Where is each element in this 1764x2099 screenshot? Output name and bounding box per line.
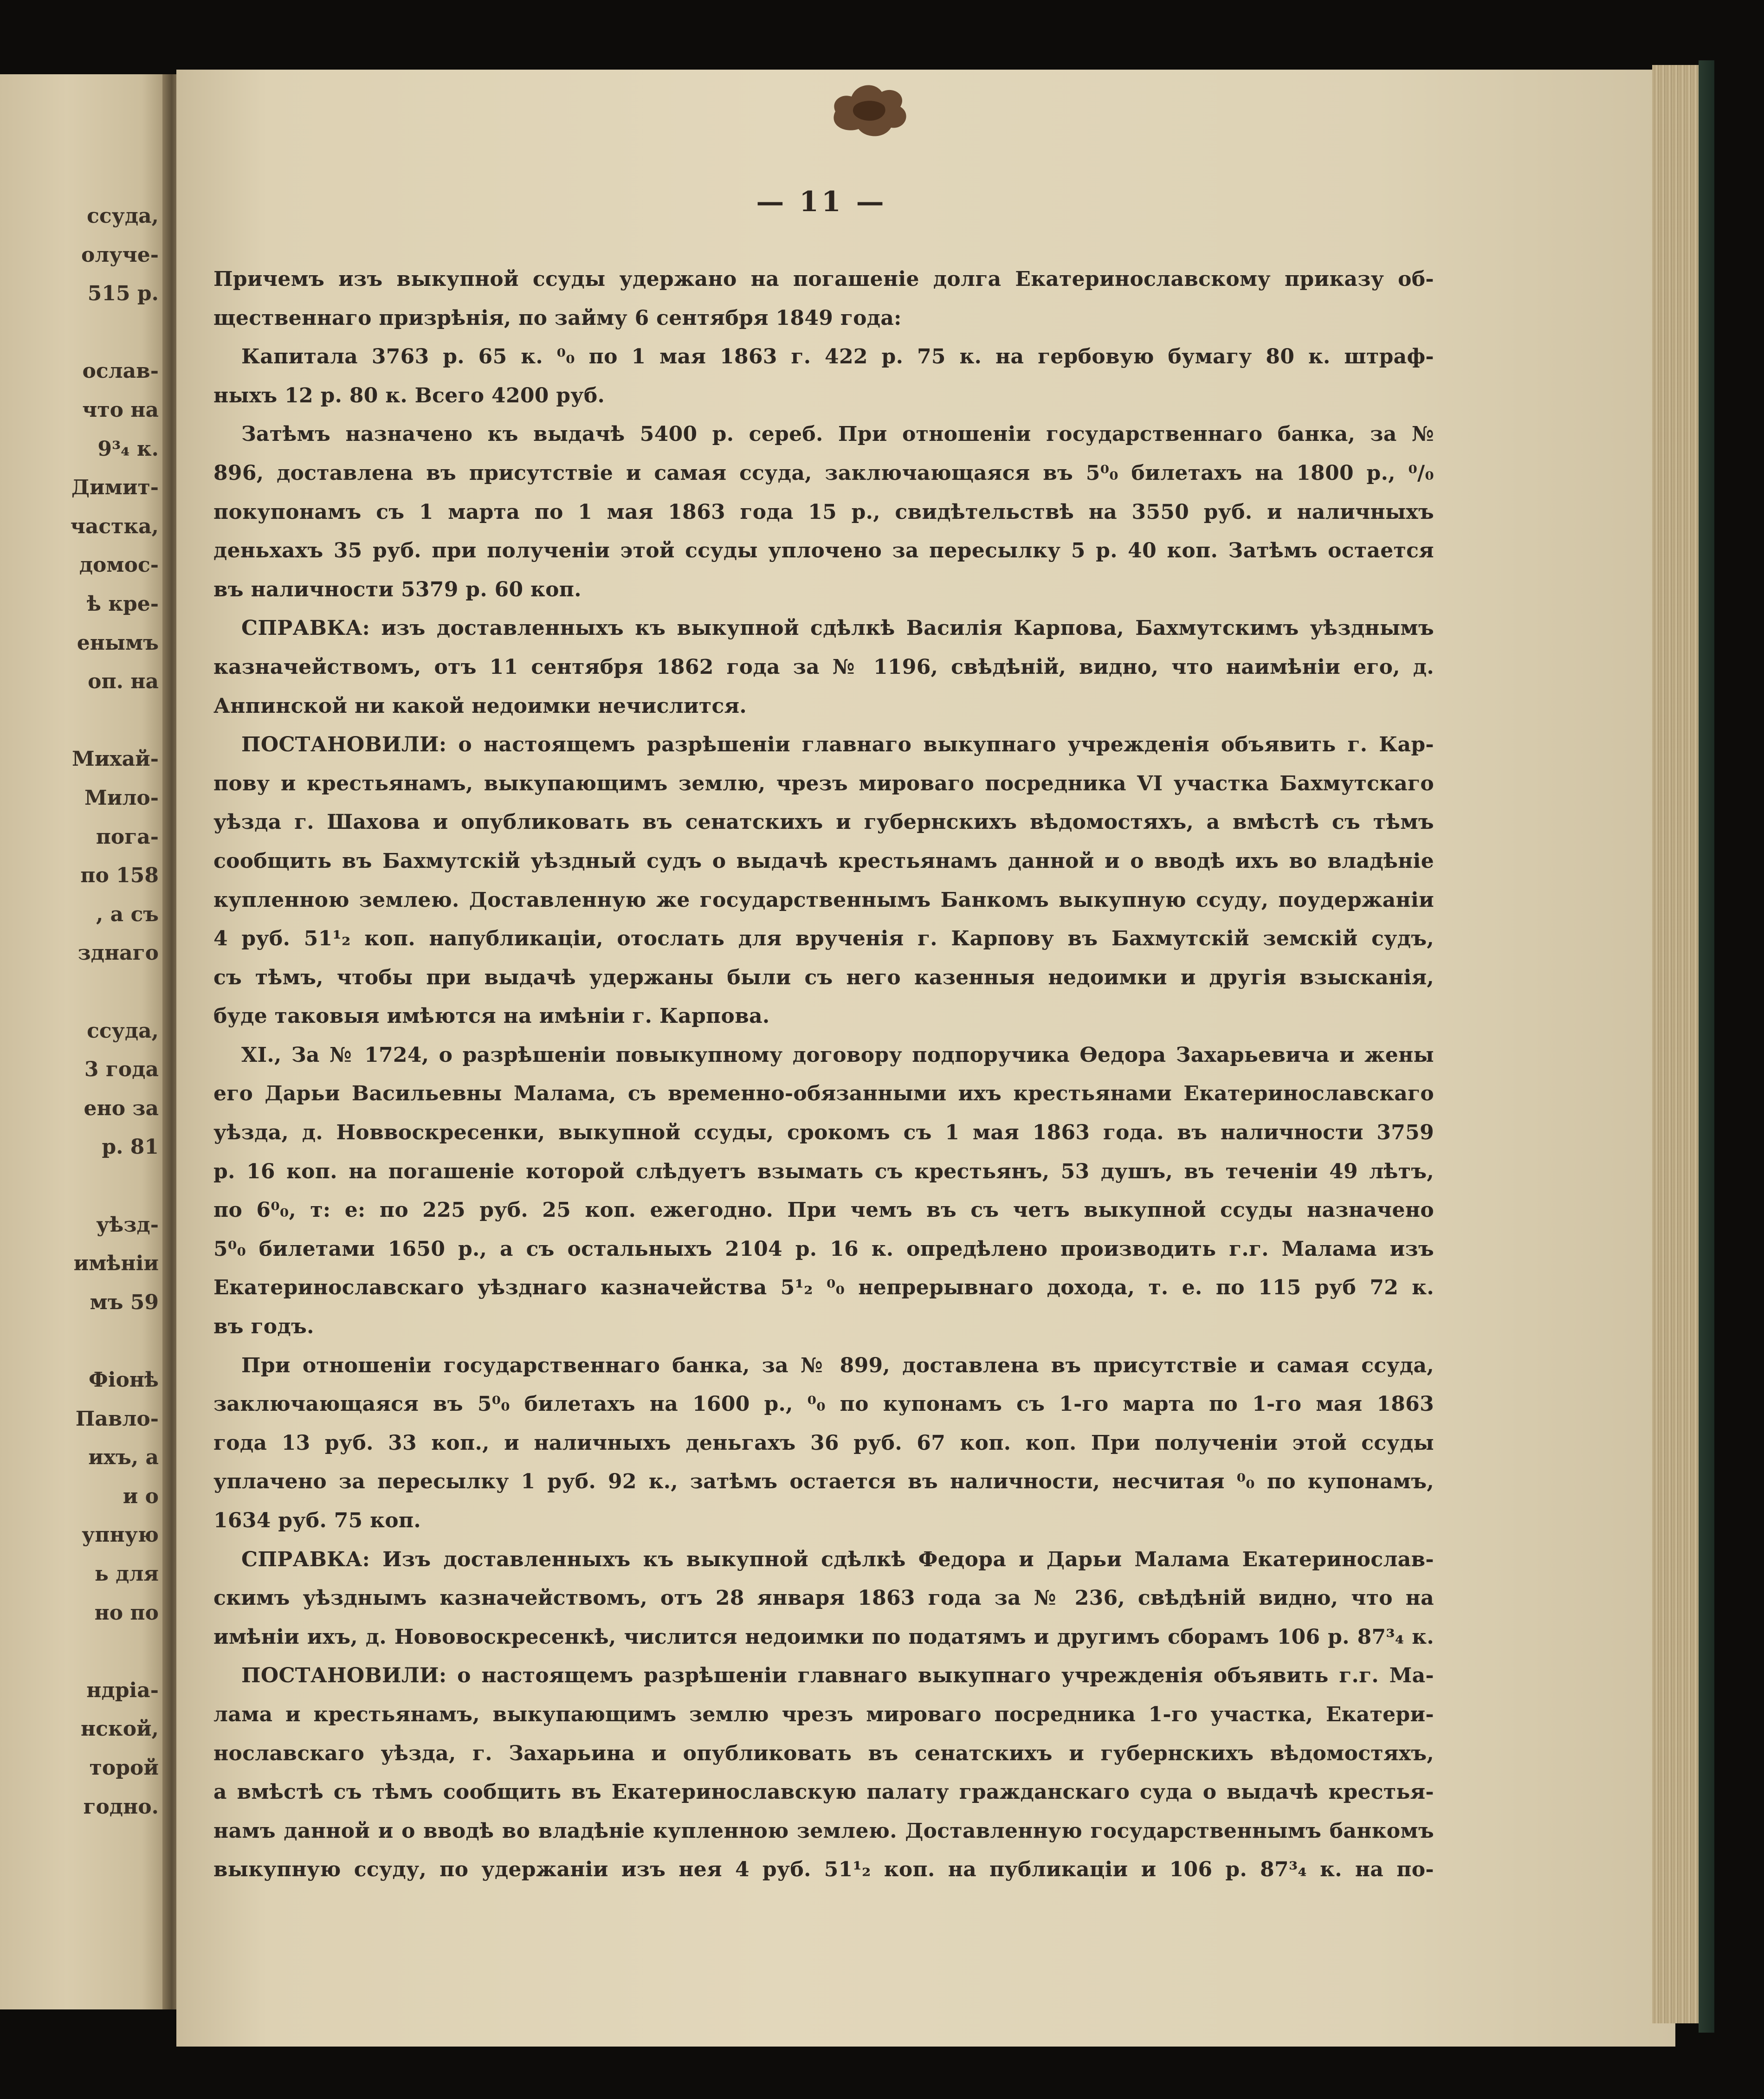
text-line: деньхахъ 35 руб. при полученіи этой ссуды уплочено за пересылку 5 р. 40 коп. Затѣмъ остается	[213, 539, 1434, 563]
left-page-line: торой	[89, 1756, 159, 1780]
left-page-line: упную	[82, 1523, 159, 1547]
left-page-line: , а съ	[96, 902, 159, 926]
left-page-line: Мило-	[84, 786, 159, 810]
text-line: СПРАВКА: Изъ доставленныхъ къ выкупной сдѣлкѣ Федора и Дарьи Малама Екатеринослав-	[241, 1547, 1434, 1571]
left-page-line: по 158	[80, 864, 159, 888]
left-page-line: нской,	[80, 1717, 159, 1741]
left-page-fragment	[0, 74, 167, 2009]
text-line: Причемъ изъ выкупной ссуды удержано на погашеніе долга Екатеринославскому приказу об-	[213, 267, 1434, 291]
left-page-line: Фіонѣ	[89, 1368, 159, 1392]
left-page-line: ссуда,	[87, 1019, 159, 1043]
text-line: нославскаго уѣзда, г. Захарьина и опубликовать въ сенатскихъ и губернскихъ вѣдомостяхъ,	[213, 1741, 1434, 1765]
left-page-line: частка,	[70, 514, 159, 538]
left-page-line: ихъ, а	[88, 1446, 159, 1470]
left-page-line: ь для	[94, 1562, 159, 1586]
left-page-line: Михай-	[72, 747, 159, 771]
text-line: выкупную ссуду, по удержаніи изъ нея 4 руб. 51¹₂ коп. на публикаціи и 106 р. 87³₄ к. на по-	[213, 1858, 1434, 1882]
left-page-line: 515 р.	[87, 282, 159, 306]
left-page-line: р. 81	[102, 1135, 159, 1159]
left-page-line: годно.	[83, 1795, 159, 1819]
text-line: уѣзда, д. Новвоскресенки, выкупной ссуды, срокомъ съ 1 мая 1863 года. въ наличности 3759	[213, 1121, 1434, 1145]
text-line: ныхъ 12 р. 80 к. Всего 4200 руб.	[213, 383, 605, 407]
left-page-line: Димит-	[71, 476, 159, 500]
text-line: 1634 руб. 75 коп.	[213, 1509, 421, 1532]
text-line: Затѣмъ назначено къ выдачѣ 5400 р. сереб. При отношеніи государственнаго банка, за №	[241, 422, 1434, 446]
left-page-line: что на	[82, 398, 159, 422]
text-line: въ наличности 5379 р. 60 коп.	[213, 577, 582, 601]
text-line: въ годъ.	[213, 1315, 314, 1339]
text-line: а вмѣстѣ съ тѣмъ сообщить въ Екатеринославскую палату гражданскаго суда о выдачѣ крестья-	[213, 1780, 1434, 1804]
left-page-line: олуче-	[81, 243, 159, 267]
text-line: имѣніи ихъ, д. Нововоскресенкѣ, числится недоимки по податямъ и другимъ сборамъ 106 р. 87³₄ к.	[213, 1625, 1434, 1649]
text-line: его Дарьи Васильевны Малама, съ временно-обязанными ихъ крестьянами Екатеринославскаго	[213, 1082, 1434, 1106]
text-line: скимъ уѣзднымъ казначействомъ, отъ 28 января 1863 года за № 236, свѣдѣній видно, что на	[213, 1586, 1434, 1610]
page-number: — 11 —	[756, 186, 887, 218]
text-line: щественнаго призрѣнія, по займу 6 сентября 1849 года:	[213, 306, 902, 330]
left-page-line: мъ 59	[90, 1290, 159, 1314]
left-page-line: имѣніи	[73, 1252, 159, 1276]
left-page-line: ослав-	[82, 359, 159, 383]
text-line: заключающаяся въ 5⁰₀ билетахъ на 1600 р., ⁰₀ по купонамъ съ 1-го марта по 1-го мая 1863	[213, 1392, 1434, 1416]
text-line: 4 руб. 51¹₂ коп. напубликаціи, отослать для врученія г. Карпову въ Бахмутскій земскій судъ,	[213, 927, 1434, 951]
body-text	[213, 260, 1434, 1889]
text-line: Екатеринославскаго уѣзднаго казначейства 5¹₂ ⁰₀ непрерывнаго дохода, т. е. по 115 руб 72 к.	[213, 1276, 1434, 1300]
text-line: сообщить въ Бахмутскій уѣздный судъ о выдачѣ крестьянамъ данной и о вводѣ ихъ во владѣніе	[213, 849, 1434, 873]
text-line: Капитала 3763 р. 65 к. ⁰₀ по 1 мая 1863 г. 422 р. 75 к. на гербовую бумагу 80 к. штраф-	[241, 345, 1434, 369]
text-line: ПОСТАНОВИЛИ: о настоящемъ разрѣшеніи главнаго выкупнаго учрежденія объявить г.г. Ма-	[241, 1664, 1434, 1688]
left-page-line: енымъ	[77, 631, 159, 655]
left-page-line: ссуда,	[87, 204, 159, 228]
text-line: буде таковыя имѣются на имѣніи г. Карпова.	[213, 1004, 770, 1028]
text-line: года 13 руб. 33 коп., и наличныхъ деньгахъ 36 руб. 67 коп. коп. При полученіи этой ссуды	[213, 1431, 1434, 1455]
text-line: уплачено за пересылку 1 руб. 92 к., затѣмъ остается въ наличности, несчитая ⁰₀ по купонамъ,	[213, 1470, 1434, 1494]
left-page-line: домос-	[79, 553, 159, 577]
text-line: по 6⁰₀, т: е: по 225 руб. 25 коп. ежегодно. При чемъ въ съ четъ выкупной ссуды назначено	[213, 1198, 1434, 1222]
left-page-line: зднаго	[78, 941, 159, 965]
text-line: лама и крестьянамъ, выкупающимъ землю чрезъ мироваго посредника 1-го участка, Екатери-	[213, 1702, 1434, 1726]
text-line: При отношеніи государственнаго банка, за № 899, доставлена въ присутствіе и самая ссуда,	[241, 1353, 1434, 1377]
text-line: покупонамъ съ 1 марта по 1 мая 1863 года 15 р., свидѣтельствѣ на 3550 руб. и наличныхъ	[213, 500, 1434, 524]
text-line: съ тѣмъ, чтобы при выдачѣ удержаны были съ него казенныя недоимки и другія взысканія,	[213, 965, 1434, 989]
text-line: 5⁰₀ билетами 1650 р., а съ остальныхъ 2104 р. 16 к. опредѣлено производить г.г. Малама изъ	[213, 1237, 1434, 1261]
text-line: р. 16 коп. на погашеніе которой слѣдуетъ взымать съ крестьянъ, 53 душъ, въ теченіи 49 лѣтъ,	[213, 1159, 1434, 1183]
ink-stain	[826, 79, 914, 144]
text-line: пову и крестьянамъ, выкупающимъ землю, чрезъ мироваго посредника VI участка Бахмутскаго	[213, 771, 1434, 795]
text-line: XI., За № 1724, о разрѣшеніи повыкупному договору подпоручика Ѳедора Захарьевича и жены	[241, 1043, 1434, 1067]
left-page-line: 9³₄ к.	[97, 437, 159, 461]
left-page-line: Павло-	[75, 1407, 159, 1431]
left-page-line: но по	[94, 1601, 159, 1625]
left-page-line: и о	[123, 1484, 159, 1508]
text-line: купленною землею. Доставленную же государственнымъ Банкомъ выкупную ссуду, поудержаніи	[213, 888, 1434, 912]
text-line: Анпинской ни какой недоимки нечислится.	[213, 694, 747, 718]
left-page-line: ндріа-	[86, 1678, 159, 1702]
text-line: СПРАВКА: изъ доставленныхъ къ выкупной сдѣлкѣ Василія Карпова, Бахмутскимъ уѣзднымъ	[241, 616, 1434, 640]
left-page-line: оп. на	[88, 670, 159, 694]
book-cover-edge	[1699, 60, 1714, 2033]
text-line: уѣзда г. Шахова и опубликовать въ сенатскихъ и губернскихъ вѣдомостяхъ, а вмѣстѣ съ тѣмъ	[213, 810, 1434, 834]
page-edges	[1652, 65, 1699, 2023]
left-page-line: пога-	[96, 825, 159, 849]
text-line: казначействомъ, отъ 11 сентября 1862 года за № 1196, свѣдѣній, видно, что наимѣніи его, д.	[213, 655, 1434, 679]
text-line: ПОСТАНОВИЛИ: о настоящемъ разрѣшеніи главнаго выкупнаго учрежденія объявить г. Кар-	[241, 733, 1434, 757]
left-page-line: ено за	[84, 1096, 159, 1120]
text-line: 896, доставлена въ присутствіе и самая ссуда, заключающаяся въ 5⁰₀ билетахъ на 1800 р., ⁰/₀	[213, 461, 1434, 485]
left-page-line: уѣзд-	[96, 1213, 159, 1237]
left-page-line: ѣ кре-	[86, 592, 159, 616]
text-line: намъ данной и о вводѣ во владѣніе купленною землею. Доставленную государственнымъ банкомъ	[213, 1819, 1434, 1843]
left-page-line: 3 года	[84, 1058, 159, 1082]
